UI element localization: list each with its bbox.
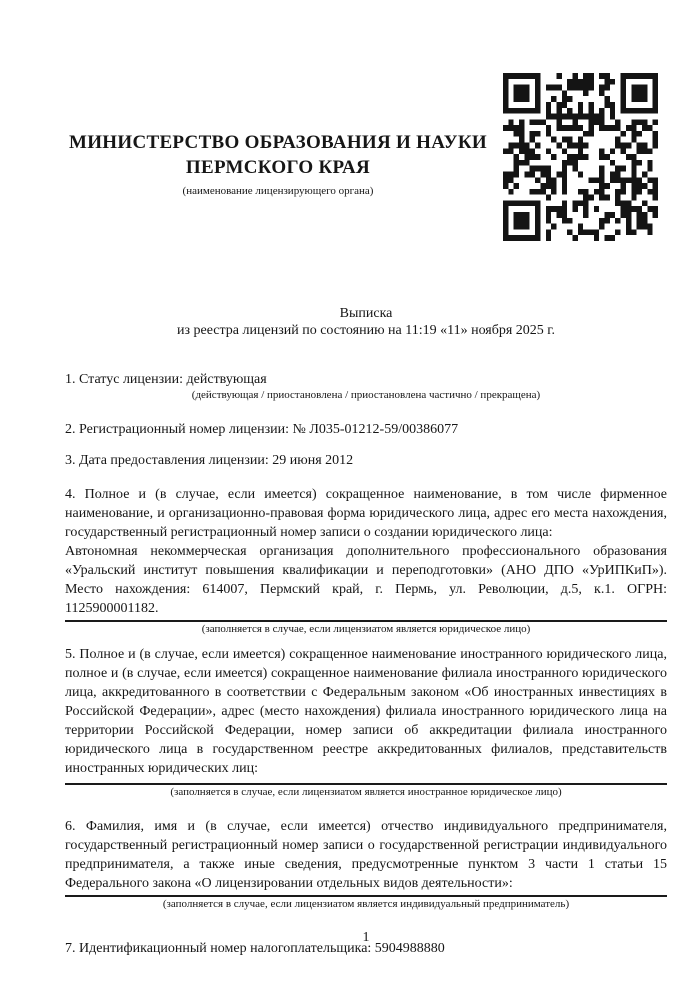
item-registration-number (65, 421, 667, 438)
legal-entity-label: 4. Полное и (в случае, если имеется) сокращенное наименование, в том числе фирменное наименование, и организационно-правовая форма юридического лица, адрес его места нахождения, государственный регистрационный номер записи о создании юридического лица: (65, 487, 667, 540)
qr-code-icon (503, 73, 658, 241)
legal-entity-value: Автономная некоммерческая организация дополнительного профессионального образования «Уральский институт повышения квалификации и переподготовки» (АНО ДПО «УрИПКиП»). Место нахождения: 614007, Пермский край, г. Пермь, ул. Революции, д.5, к.1. ОГРН: 1125900001182. (65, 542, 667, 622)
document-body (65, 371, 667, 957)
authority-name-line1: МИНИСТЕРСТВО ОБРАЗОВАНИЯ И НАУКИ (68, 132, 488, 153)
authority-caption: (наименование лицензирующего органа) (182, 185, 374, 197)
license-status-note: (действующая / приостановлена / приостановлена частично / прекращена) (191, 389, 541, 401)
foreign-entity-label: 5. Полное и (в случае, если имеется) сокращенное наименование иностранного юридического лица, полное и (в случае, если имеется) сокращенное наименование филиала иностранного юридического лица, аккредитованного в соответствии с Федеральным законом «Об иностранных инвестициях в Российской Федерации», адрес (место нахождения) филиала иностранного юридического лица на территории Российской Федерации, номер записи об аккредитации филиала иностранного юридического лица в государственном реестре аккредитованных филиалов, представительств иностранных юридических лиц: (65, 647, 667, 776)
authority-name-line2: ПЕРМСКОГО КРАЯ (185, 157, 371, 178)
license-status-text: 1. Статус лицензии: действующая (65, 372, 267, 387)
taxpayer-number-text: 7. Идентификационный номер налогоплательщика: 5904988880 (65, 941, 445, 956)
foreign-entity-blank-line (65, 778, 667, 785)
registration-number-text: 2. Регистрационный номер лицензии: № Л035-01212-59/00386077 (65, 422, 459, 437)
document-title-line2: из реестра лицензий по состоянию на 11:19 «11» ноября 2025 г. (177, 323, 555, 338)
item-license-status (65, 371, 667, 402)
item-foreign-entity (65, 645, 667, 799)
document-title (65, 305, 667, 339)
legal-entity-note: (заполняется в случае, если лицензиатом является юридическое лицо) (201, 623, 531, 635)
item-legal-entity (65, 485, 667, 636)
document-title-line1: Выписка (339, 306, 393, 321)
item-license-date (65, 452, 667, 469)
page-number: 1 (362, 930, 370, 945)
individual-entrepreneur-blank-line (65, 893, 667, 897)
license-date-text: 3. Дата предоставления лицензии: 29 июня 2012 (65, 453, 354, 468)
individual-entrepreneur-note: (заполняется в случае, если лицензиатом является индивидуальный предприниматель) (162, 898, 570, 910)
foreign-entity-note: (заполняется в случае, если лицензиатом является иностранное юридическое лицо) (170, 786, 562, 798)
item-individual-entrepreneur (65, 817, 667, 911)
licensing-authority-header (68, 130, 488, 199)
individual-entrepreneur-label: 6. Фамилия, имя и (в случае, если имеется) отчество индивидуального предпринимателя, государственный регистрационный номер записи о государственной регистрации индивидуального предпринимателя, а также иные сведения, предусмотренные пунктом 3 части 1 статьи 15 Федерального закона «О лицензировании отдельных видов деятельности»: (65, 819, 667, 891)
